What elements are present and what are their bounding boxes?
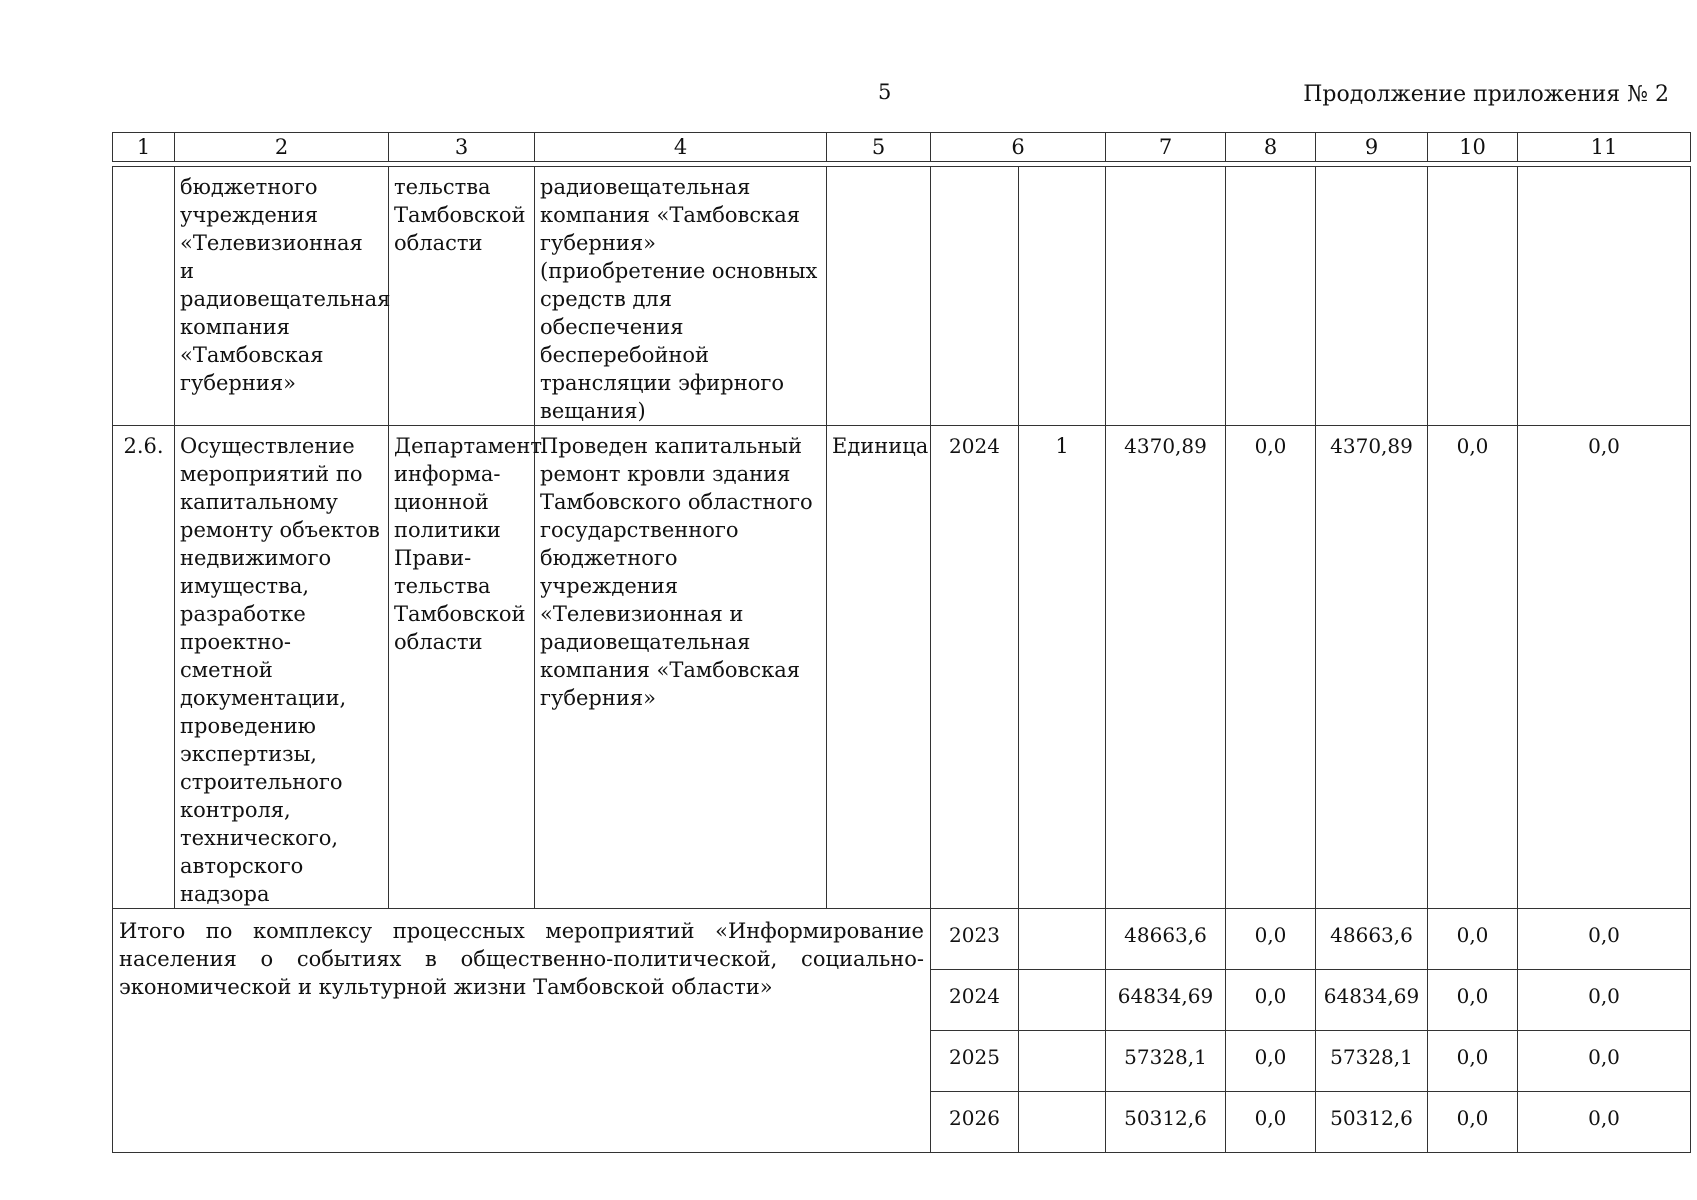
totals-year: 2026	[931, 1092, 1019, 1153]
totals-year: 2023	[931, 909, 1019, 970]
totals-regional: 64834,69	[1316, 970, 1428, 1031]
column-number: 1	[113, 133, 175, 162]
page-number: 5	[878, 80, 892, 104]
local-funding-cell: 0,0	[1428, 426, 1518, 909]
totals-total: 57328,1	[1106, 1031, 1226, 1092]
column-number: 10	[1428, 133, 1518, 162]
unit-cell: Единица	[827, 426, 931, 909]
column-number: 3	[389, 133, 535, 162]
totals-label: Итого по комплексу процессных мероприятий «Информирование населения о событиях в общественно-политической, социально-экономической и культурной жизни Тамбовской области»	[113, 909, 931, 1153]
federal-funding-cell: 0,0	[1226, 426, 1316, 909]
totals-federal: 0,0	[1226, 970, 1316, 1031]
totals-other: 0,0	[1518, 909, 1691, 970]
result-cell: Проведен капитальный ремонт кровли здания Тамбовского областного государственного бюджетного учреждения «Телевизионная и радиовещательная компания «Тамбовская губерния»	[535, 426, 827, 909]
totals-other: 0,0	[1518, 970, 1691, 1031]
totals-federal: 0,0	[1226, 1092, 1316, 1153]
year-cell: 2024	[931, 426, 1019, 909]
event-name-cell: Осуществление мероприятий по капитальному ремонту объектов недвижимого имущества, разработке проектно-сметной документации, проведению экспертизы, строительного контроля, технического, авторского надзора	[175, 426, 389, 909]
totals-total: 50312,6	[1106, 1092, 1226, 1153]
event-name-cell: бюджетного учреждения «Телевизионная и радиовещательная компания «Тамбовская губерния»	[175, 167, 389, 426]
totals-regional: 57328,1	[1316, 1031, 1428, 1092]
column-number: 11	[1518, 133, 1691, 162]
row-number-cell: 2.6.	[113, 426, 175, 909]
result-cell: радиовещательная компания «Тамбовская губерния» (приобретение основных средств для обеспечения бесперебойной трансляции эфирного вещания)	[535, 167, 827, 426]
column-number: 9	[1316, 133, 1428, 162]
column-number-row	[113, 133, 1691, 162]
totals-local: 0,0	[1428, 970, 1518, 1031]
totals-total: 48663,6	[1106, 909, 1226, 970]
totals-local: 0,0	[1428, 1031, 1518, 1092]
column-number: 2	[175, 133, 389, 162]
totals-local: 0,0	[1428, 909, 1518, 970]
totals-other: 0,0	[1518, 1092, 1691, 1153]
totals-year: 2025	[931, 1031, 1019, 1092]
totals-other: 0,0	[1518, 1031, 1691, 1092]
totals-row	[113, 909, 1691, 970]
value-cell: 1	[1019, 426, 1106, 909]
appendix-continuation-caption: Продолжение приложения № 2	[1303, 82, 1669, 107]
totals-year: 2024	[931, 970, 1019, 1031]
totals-federal: 0,0	[1226, 909, 1316, 970]
column-number: 6	[931, 133, 1106, 162]
column-number: 8	[1226, 133, 1316, 162]
table-row-2-6	[113, 426, 1691, 909]
column-number: 4	[535, 133, 827, 162]
other-funding-cell: 0,0	[1518, 426, 1691, 909]
executor-cell: тельства Тамбовской области	[389, 167, 535, 426]
totals-total: 64834,69	[1106, 970, 1226, 1031]
column-number: 5	[827, 133, 931, 162]
totals-federal: 0,0	[1226, 1031, 1316, 1092]
totals-regional: 50312,6	[1316, 1092, 1428, 1153]
totals-local: 0,0	[1428, 1092, 1518, 1153]
totals-regional: 48663,6	[1316, 909, 1428, 970]
total-funding-cell: 4370,89	[1106, 426, 1226, 909]
executor-cell: Департамент информа-ционной политики Прави-тельства Тамбовской области	[389, 426, 535, 909]
column-number: 7	[1106, 133, 1226, 162]
regional-funding-cell: 4370,89	[1316, 426, 1428, 909]
program-table	[112, 132, 1690, 1153]
table-row-continued	[113, 167, 1691, 426]
